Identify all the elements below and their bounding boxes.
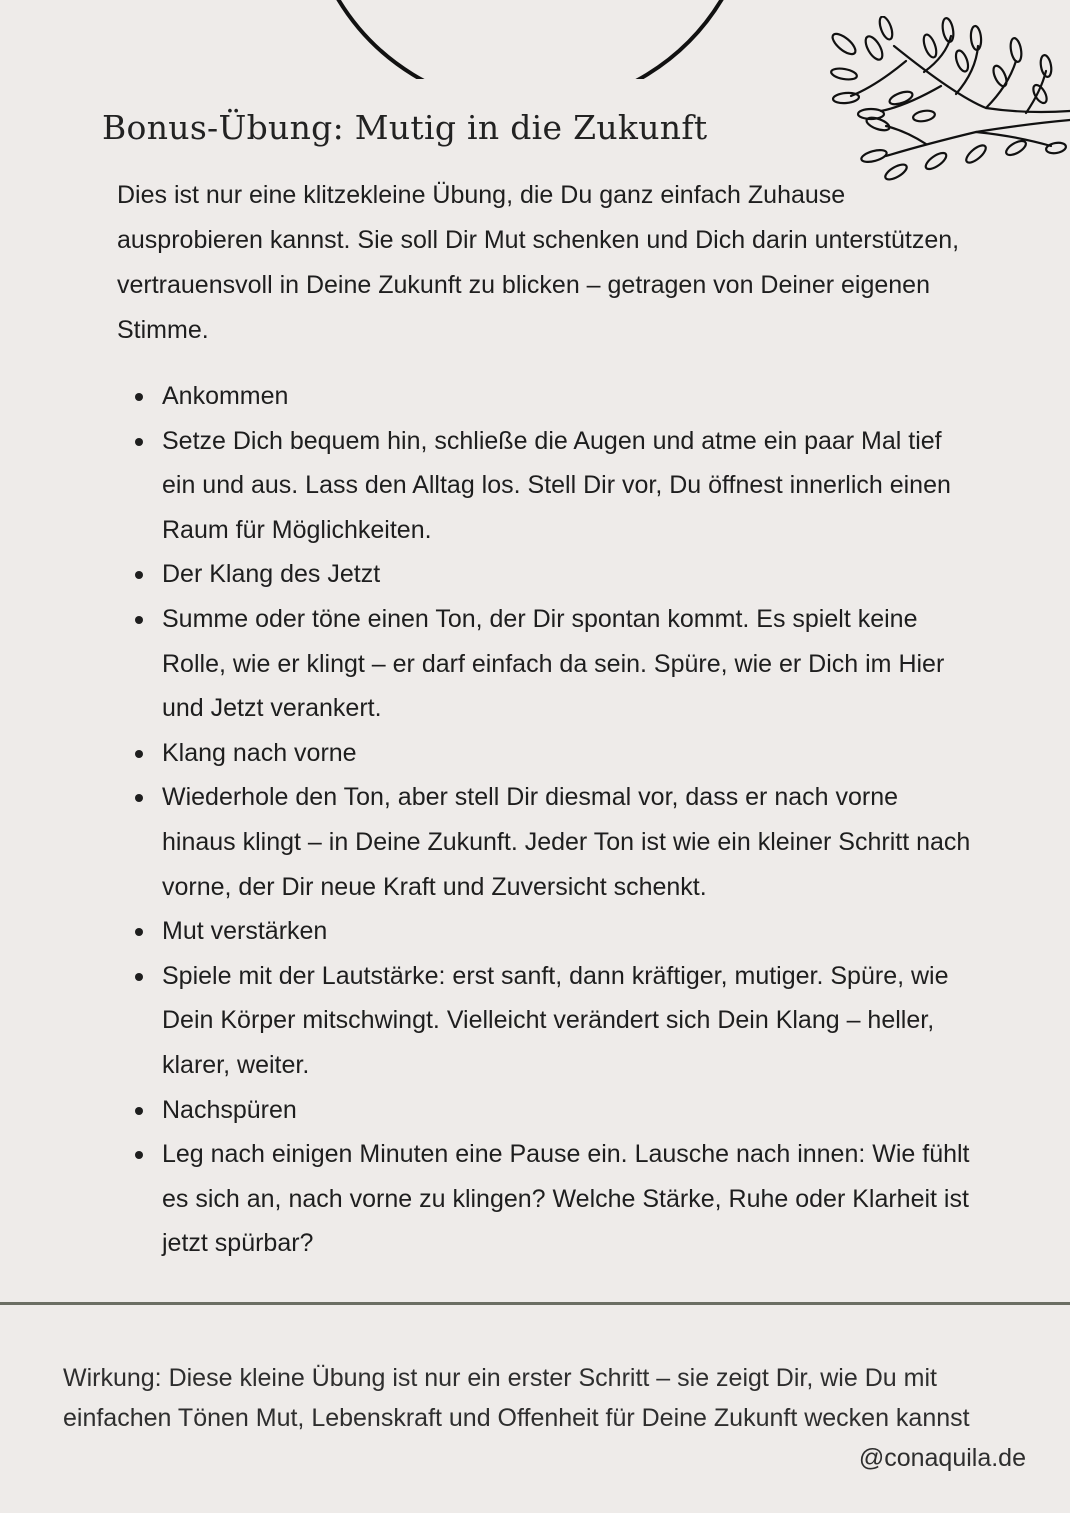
exercise-steps-list	[117, 374, 977, 1266]
list-item: Ankommen	[117, 374, 977, 419]
list-item: Der Klang des Jetzt	[117, 552, 977, 597]
page-title: Bonus-Übung: Mutig in die Zukunft	[102, 108, 708, 147]
section-divider	[0, 1302, 1070, 1305]
list-item: Nachspüren	[117, 1088, 977, 1133]
list-item: Mut verstärken	[117, 909, 977, 954]
intro-paragraph: Dies ist nur eine klitzekleine Übung, die Du ganz einfach Zuhause ausprobieren kannst. Sie soll Dir Mut schenken und Dich darin unterstützen, vertrauensvoll in Deine Zukunft zu blicken – getragen von Deiner eigenen Stimme.	[117, 181, 960, 344]
list-item: Leg nach einigen Minuten eine Pause ein. Lausche nach innen: Wie fühlt es sich an, nach vorne zu klingen? Welche Stärke, Ruhe oder Klarheit ist jetzt spürbar?	[117, 1132, 977, 1266]
list-item: Summe oder töne einen Ton, der Dir spontan kommt. Es spielt keine Rolle, wie er klingt – er darf einfach da sein. Spüre, wie er Dich im Hier und Jetzt verankert.	[117, 597, 977, 731]
social-handle: @conaquila.de	[858, 1444, 1026, 1472]
list-item: Setze Dich bequem hin, schließe die Augen und atme ein paar Mal tief ein und aus. Lass den Alltag los. Stell Dir vor, Du öffnest innerlich einen Raum für Möglichkeiten.	[117, 419, 977, 553]
list-item: Spiele mit der Lautstärke: erst sanft, dann kräftiger, mutiger. Spüre, wie Dein Körper mitschwingt. Vielleicht verändert sich Dein Klang – heller, klarer, weiter.	[117, 954, 977, 1088]
circle-arc-decoration	[310, 0, 750, 79]
effect-text: Wirkung: Diese kleine Übung ist nur ein erster Schritt – sie zeigt Dir, wie Du mit einfachen Tönen Mut, Lebenskraft und Offenheit für Deine Zukunft wecken kannst	[63, 1364, 970, 1432]
list-item: Klang nach vorne	[117, 731, 977, 776]
list-item: Wiederhole den Ton, aber stell Dir diesmal vor, dass er nach vorne hinaus klingt – in Deine Zukunft. Jeder Ton ist wie ein kleiner Schritt nach vorne, der Dir neue Kraft und Zuversicht schenkt.	[117, 775, 977, 909]
leaf-branch-icon	[826, 16, 1070, 186]
